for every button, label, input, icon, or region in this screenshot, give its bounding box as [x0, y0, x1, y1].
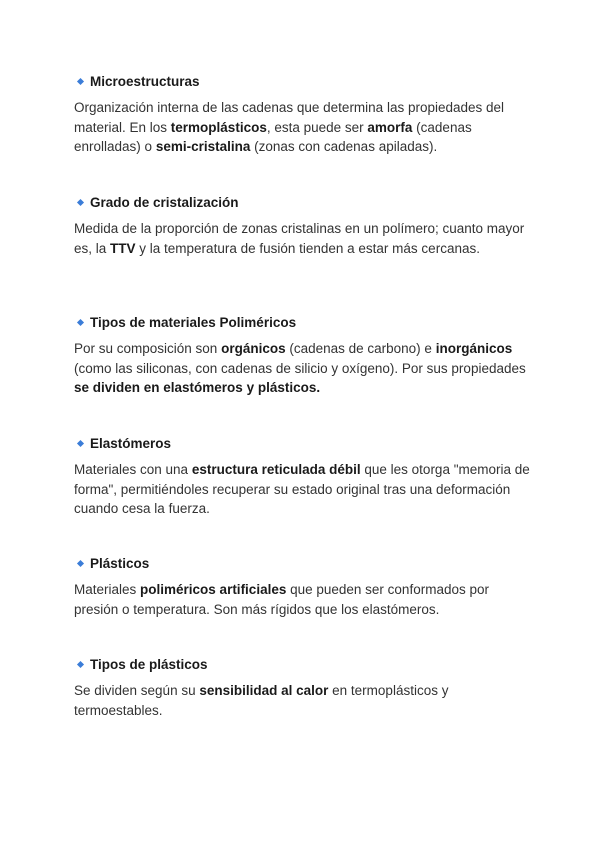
heading-text: Microestructuras — [90, 73, 200, 89]
section-plasticos — [74, 554, 534, 617]
section-tipos-de-plasticos — [74, 655, 534, 718]
bullet-icon — [77, 318, 84, 325]
heading-text: Tipos de materiales Poliméricos — [90, 314, 297, 330]
section-paragraph — [74, 681, 534, 720]
section-heading — [74, 655, 534, 673]
heading-text: Tipos de plásticos — [90, 656, 208, 672]
section-tipos-de-materiales-polimericos — [74, 313, 534, 395]
section-heading — [74, 434, 534, 452]
text-run: Se dividen según su — [74, 683, 200, 698]
text-run: (zonas con cadenas apiladas). — [250, 139, 438, 154]
section-paragraph — [74, 339, 534, 398]
heading-text: Elastómeros — [90, 435, 172, 451]
bold-text-run: termoplásticos — [170, 119, 267, 135]
section-paragraph — [74, 580, 534, 619]
text-run: (cadenas de carbono) e — [285, 341, 436, 356]
section-heading — [74, 72, 534, 90]
bold-text-run: inorgánicos — [435, 341, 513, 356]
section-paragraph — [74, 98, 534, 157]
bold-text-run: poliméricos artificiales — [140, 582, 287, 597]
text-run: Materiales con una — [74, 462, 192, 477]
section-paragraph — [74, 460, 534, 519]
text-run: y la temperatura de fusión tienden a estar más cercanas. — [135, 240, 480, 256]
bold-text-run: estructura reticulada débil — [191, 462, 361, 477]
text-run: que pueden ser conformados por presión o temperatura. Son más rígidos que los elastómeros. — [74, 582, 489, 617]
bullet-icon — [77, 660, 84, 667]
section-elastomeros — [74, 434, 534, 516]
text-run: en termoplásticos y termoestables. — [74, 683, 449, 718]
heading-text: Grado de cristalización — [90, 194, 239, 210]
bold-text-run: amorfa — [367, 119, 413, 135]
section-heading — [74, 554, 534, 572]
bold-text-run: semi-cristalina — [155, 139, 251, 154]
bold-text-run: se dividen en elastómeros y plásticos. — [74, 380, 321, 395]
bullet-icon — [77, 439, 84, 446]
text-run: (cadenas enrolladas) o — [74, 119, 472, 154]
text-run: Organización interna de las cadenas que determina las propiedades del material. En los — [74, 100, 505, 135]
section-grado-de-cristalizacion — [74, 193, 534, 256]
section-heading — [74, 193, 534, 211]
bold-text-run: orgánicos — [221, 341, 286, 356]
text-run: Por su composición son — [74, 341, 222, 356]
text-run: Medida de la proporción de zonas cristalinas en un polímero; cuanto mayor es, la — [74, 221, 525, 256]
section-microestructuras — [74, 72, 534, 154]
bold-text-run: sensibilidad al calor — [199, 683, 329, 698]
bullet-icon — [77, 198, 84, 205]
section-heading — [74, 313, 534, 331]
heading-text: Plásticos — [90, 555, 150, 571]
text-run: (como las siliconas, con cadenas de silicio y oxígeno). Por sus propiedades — [74, 360, 526, 376]
bullet-icon — [77, 77, 84, 84]
bullet-icon — [77, 559, 84, 566]
text-run: que les otorga "memoria de forma", permitiéndoles recuperar su estado original tras una deformación cuando cesa la fuerza. — [74, 462, 530, 516]
text-run: Materiales — [74, 582, 141, 597]
text-run: , esta puede ser — [266, 119, 368, 135]
section-paragraph — [74, 219, 534, 258]
bold-text-run: TTV — [110, 240, 136, 256]
